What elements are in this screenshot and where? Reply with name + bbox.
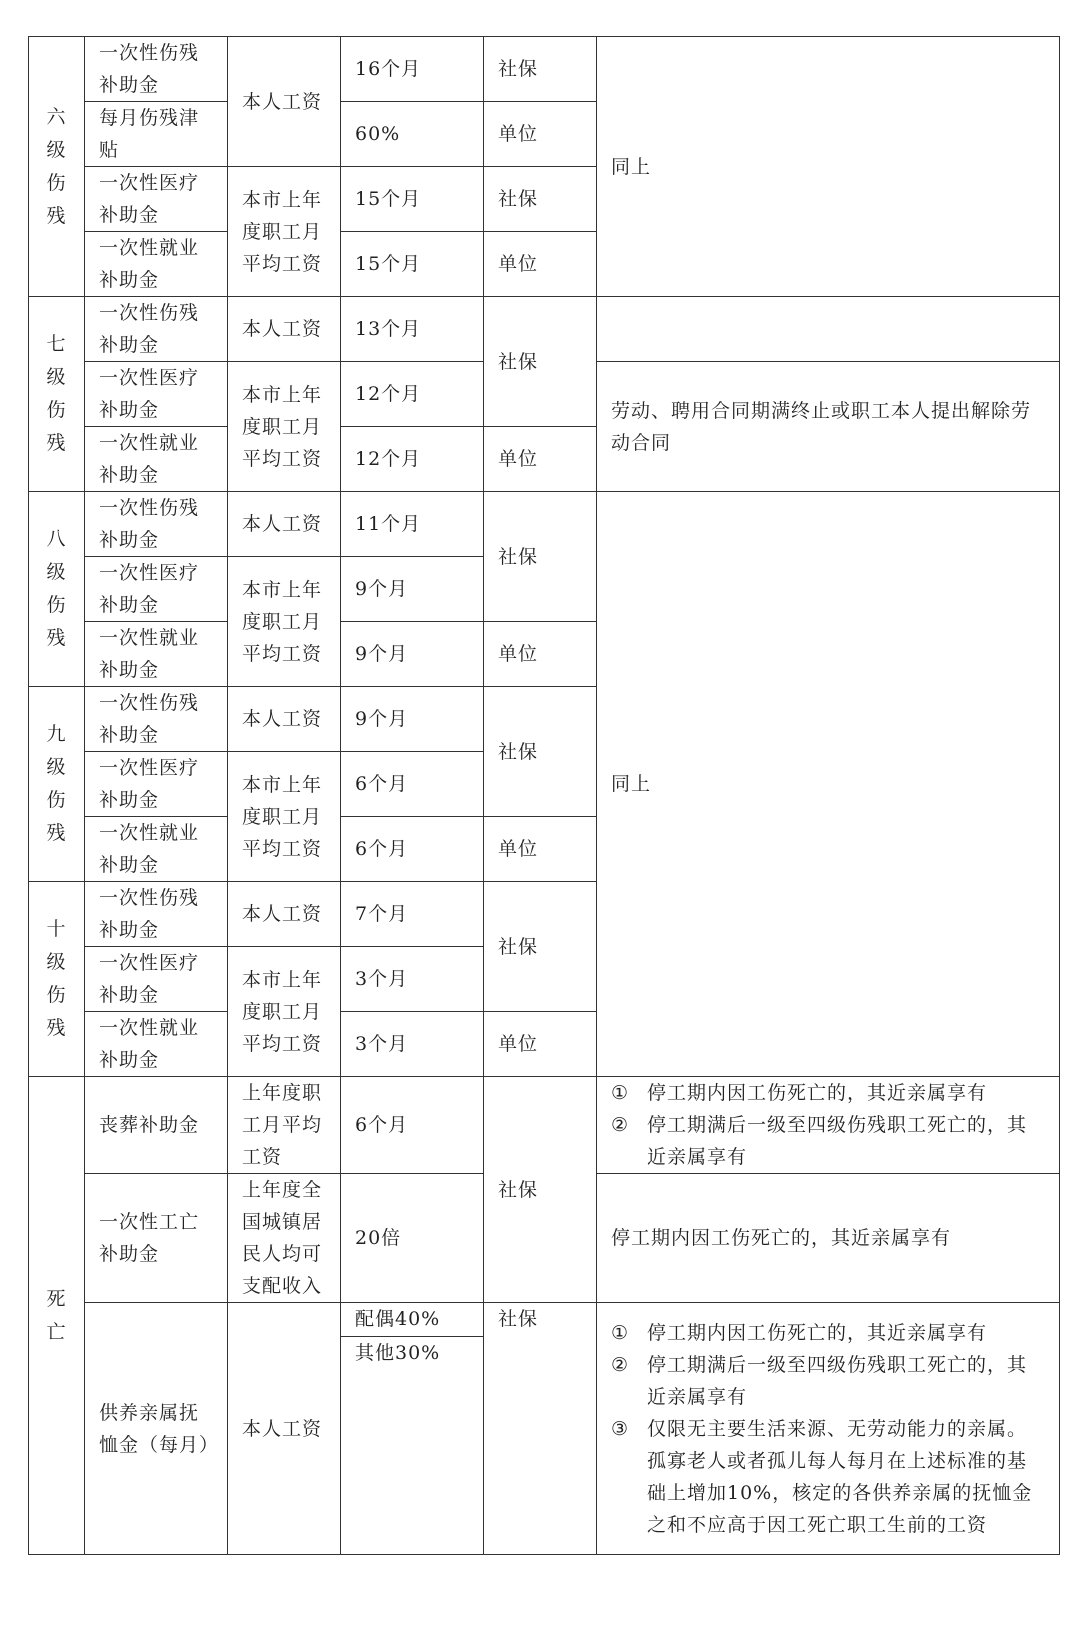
- amount-cell: [341, 1303, 484, 1555]
- note-cell: [597, 1077, 1060, 1174]
- grade-6-label: 六级伤残: [29, 37, 85, 297]
- grade-8-label: 八级伤残: [29, 492, 85, 687]
- base-cell: 本人工资: [228, 37, 341, 167]
- grade-9-label: 九级伤残: [29, 687, 85, 882]
- amount-cell: 12个月: [341, 427, 484, 492]
- note-cell: 同上: [597, 37, 1060, 297]
- payer-cell: 社保: [484, 297, 597, 427]
- amount-cell: 11个月: [341, 492, 484, 557]
- note-cell: 劳动、聘用合同期满终止或职工本人提出解除劳动合同: [597, 362, 1060, 492]
- item-cell: 一次性伤残补助金: [85, 492, 228, 557]
- payer-cell: 社保: [484, 687, 597, 817]
- item-cell: 一次性医疗补助金: [85, 557, 228, 622]
- amount-cell: 9个月: [341, 622, 484, 687]
- amount-cell: 15个月: [341, 167, 484, 232]
- amount-other: 其他30%: [341, 1336, 483, 1370]
- note-cell: 同上: [597, 492, 1060, 1077]
- base-cell: 本市上年度职工月平均工资: [228, 362, 341, 492]
- item-cell: 一次性伤残补助金: [85, 882, 228, 947]
- item-cell: 一次性医疗补助金: [85, 752, 228, 817]
- base-cell: 上年度职工月平均工资: [228, 1077, 341, 1174]
- amount-cell: 20倍: [341, 1174, 484, 1303]
- payer-cell: 单位: [484, 232, 597, 297]
- payer-cell: 单位: [484, 1012, 597, 1077]
- payer-cell: 社保: [484, 37, 597, 102]
- amount-cell: 6个月: [341, 752, 484, 817]
- note-cell: [597, 1303, 1060, 1555]
- note-cell: [597, 297, 1060, 362]
- base-cell: 本人工资: [228, 297, 341, 362]
- item-cell: 一次性就业补助金: [85, 232, 228, 297]
- payer-cell: 社保: [484, 882, 597, 1012]
- base-cell: 本人工资: [228, 687, 341, 752]
- base-cell: 本市上年度职工月平均工资: [228, 752, 341, 882]
- base-cell: 本市上年度职工月平均工资: [228, 557, 341, 687]
- amount-cell: 12个月: [341, 362, 484, 427]
- note-item: ① 停工期内因工伤死亡的，其近亲属享有: [611, 1321, 988, 1344]
- base-cell: 本市上年度职工月平均工资: [228, 947, 341, 1077]
- base-cell: 本市上年度职工月平均工资: [228, 167, 341, 297]
- amount-cell: 7个月: [341, 882, 484, 947]
- amount-cell: 3个月: [341, 947, 484, 1012]
- item-cell: 一次性工亡补助金: [85, 1174, 228, 1303]
- item-cell: 供养亲属抚恤金（每月）: [85, 1303, 228, 1555]
- item-cell: 一次性伤残补助金: [85, 297, 228, 362]
- item-cell: 一次性医疗补助金: [85, 167, 228, 232]
- grade-death-label: 死亡: [29, 1077, 85, 1555]
- amount-cell: 9个月: [341, 687, 484, 752]
- note-item: ② 停工期满后一级至四级伤残职工死亡的，其近亲属享有: [611, 1114, 1028, 1168]
- grade-7-label: 七级伤残: [29, 297, 85, 492]
- item-cell: 每月伤残津贴: [85, 102, 228, 167]
- payer-cell: 社保: [484, 1077, 597, 1303]
- payer-cell: 社保: [484, 1303, 597, 1555]
- item-cell: 一次性就业补助金: [85, 1012, 228, 1077]
- item-cell: 一次性就业补助金: [85, 427, 228, 492]
- amount-cell: 60%: [341, 102, 484, 167]
- item-cell: 一次性就业补助金: [85, 622, 228, 687]
- item-cell: 一次性伤残补助金: [85, 37, 228, 102]
- item-cell: 一次性医疗补助金: [85, 362, 228, 427]
- note-item: ③ 仅限无主要生活来源、无劳动能力的亲属。孤寡老人或者孤儿每人每月在上述标准的基础上增加10%，核定的各供养亲属的抚恤金之和不应高于因工死亡职工生前的工资: [611, 1417, 1033, 1536]
- item-cell: 丧葬补助金: [85, 1077, 228, 1174]
- payer-cell: 单位: [484, 102, 597, 167]
- item-cell: 一次性就业补助金: [85, 817, 228, 882]
- amount-cell: 16个月: [341, 37, 484, 102]
- amount-cell: 15个月: [341, 232, 484, 297]
- note-item: ② 停工期满后一级至四级伤残职工死亡的，其近亲属享有: [611, 1353, 1028, 1408]
- amount-cell: 13个月: [341, 297, 484, 362]
- payer-cell: 单位: [484, 817, 597, 882]
- base-cell: 本人工资: [228, 492, 341, 557]
- amount-cell: 6个月: [341, 817, 484, 882]
- base-cell: 本人工资: [228, 1303, 341, 1555]
- item-cell: 一次性伤残补助金: [85, 687, 228, 752]
- note-item: ① 停工期内因工伤死亡的，其近亲属享有: [611, 1082, 988, 1104]
- compensation-table: [28, 36, 1060, 1555]
- item-cell: 一次性医疗补助金: [85, 947, 228, 1012]
- payer-cell: 单位: [484, 427, 597, 492]
- amount-spouse: 配偶40%: [355, 1308, 441, 1330]
- amount-cell: 9个月: [341, 557, 484, 622]
- note-cell: 停工期内因工伤死亡的，其近亲属享有: [597, 1174, 1060, 1303]
- payer-cell: 社保: [484, 167, 597, 232]
- amount-cell: 3个月: [341, 1012, 484, 1077]
- base-cell: 本人工资: [228, 882, 341, 947]
- payer-cell: 社保: [484, 492, 597, 622]
- amount-cell: 6个月: [341, 1077, 484, 1174]
- base-cell: 上年度全国城镇居民人均可支配收入: [228, 1174, 341, 1303]
- payer-cell: 单位: [484, 622, 597, 687]
- grade-10-label: 十级伤残: [29, 882, 85, 1077]
